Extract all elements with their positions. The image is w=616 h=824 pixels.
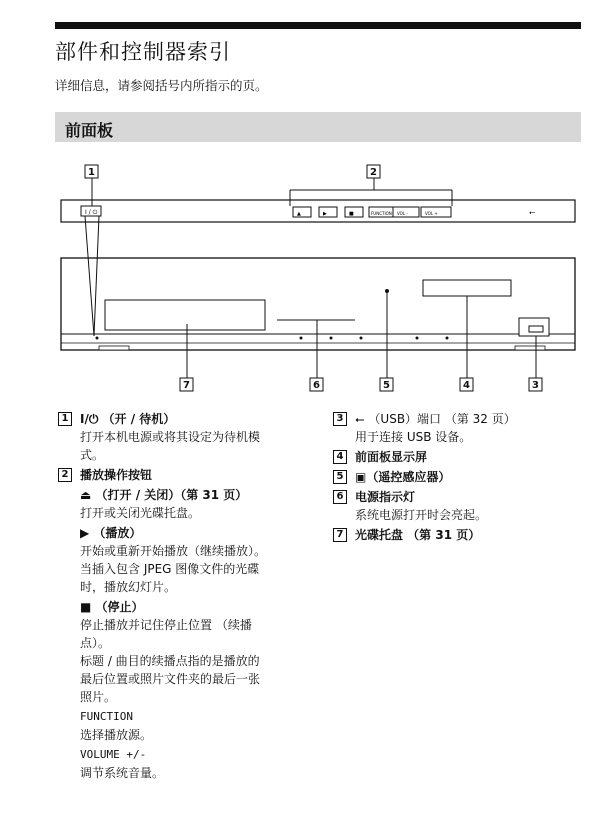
stop-desc: 标题 / 曲目的续播点指的是播放的 <box>80 654 260 668</box>
play-desc: 时，播放幻灯片。 <box>80 580 177 594</box>
item-3 <box>333 410 583 446</box>
item-title: I/⏻ （开 / 待机） <box>80 412 176 426</box>
play-desc: 开始或重新开始播放（继续播放）。 <box>80 544 267 558</box>
callout-2-label: 2 <box>370 167 377 178</box>
eject-title: ⏏ （打开 / 关闭）（第 31 页） <box>80 488 248 502</box>
volume-desc: 调节系统音量。 <box>80 766 165 780</box>
intro-text: 详细信息，请参阅括号内所指示的页。 <box>55 78 268 93</box>
item-number: 5 <box>333 470 347 484</box>
remote-sensor <box>385 289 389 293</box>
function-button-label: FUNCTION <box>371 211 392 216</box>
function-title: FUNCTION <box>80 710 133 723</box>
item-title: 前面板显示屏 <box>355 450 428 464</box>
item-title: 电源指示灯 <box>355 490 416 504</box>
play-desc: 当插入包含 JPEG 图像文件的光碟 <box>80 562 260 576</box>
usb-icon: ⭠ <box>529 208 536 217</box>
right-column <box>333 410 583 546</box>
item-desc: 式。 <box>80 448 105 462</box>
play-button-label: ▶ <box>323 211 327 217</box>
stop-desc: 照片。 <box>80 690 117 704</box>
item-2 <box>58 466 308 782</box>
item-4 <box>333 448 583 466</box>
item-desc: 系统电源打开时会亮起。 <box>355 508 488 522</box>
item-number: 6 <box>333 490 347 504</box>
stop-desc: 最后位置或照片文件夹的最后一张 <box>80 672 261 686</box>
vol-plus-label: VOL + <box>425 211 438 216</box>
front-display <box>423 280 511 296</box>
eject-button <box>293 207 311 217</box>
stop-button-label: ■ <box>349 211 354 217</box>
eject-desc: 打开或关闭光碟托盘。 <box>80 506 201 520</box>
callout-4-label: 4 <box>463 380 470 391</box>
page-title: 部件和控制器索引 <box>55 40 231 64</box>
section-title: 前面板 <box>65 121 114 140</box>
eject-button-label: ▲ <box>297 211 301 217</box>
volume-title: VOLUME +/- <box>80 748 147 761</box>
function-desc: 选择播放源。 <box>80 728 153 742</box>
play-button <box>319 207 337 217</box>
power-button-label: I / ⏻ <box>85 209 98 216</box>
item-number: 7 <box>333 528 347 542</box>
item-desc: 用于连接 USB 设备。 <box>355 430 472 444</box>
stop-title: ■ （停止） <box>80 600 144 614</box>
item-number: 4 <box>333 450 347 464</box>
item-number: 3 <box>333 412 347 426</box>
button-strip <box>61 200 575 222</box>
item-title: ⭠ （USB）端口 （第 32 页） <box>355 412 516 426</box>
item-number: 2 <box>58 468 72 482</box>
usb-port <box>529 326 543 332</box>
item-desc: 打开本机电源或将其设定为待机模 <box>80 430 261 444</box>
play-title: ▶ （播放） <box>80 526 142 540</box>
stop-desc: 点）。 <box>80 636 111 650</box>
item-number: 1 <box>58 412 72 426</box>
item-title: ▣（遥控感应器） <box>355 470 451 484</box>
section-header <box>55 112 581 142</box>
vol-minus-label: VOL - <box>397 211 408 216</box>
callout-5-label: 5 <box>383 380 390 391</box>
header-rule <box>55 22 581 29</box>
stop-desc: 停止播放并记住停止位置 （续播 <box>80 618 252 632</box>
disc-tray <box>105 300 265 330</box>
item-6 <box>333 488 583 524</box>
callout-6-label: 6 <box>313 380 320 391</box>
front-panel-diagram <box>55 158 581 398</box>
stop-button <box>345 207 363 217</box>
item-title: 播放操作按钮 <box>80 468 153 482</box>
callout-1-label: 1 <box>88 167 95 178</box>
item-title: 光碟托盘 （第 31 页） <box>355 528 481 542</box>
callout-7-label: 7 <box>183 380 190 391</box>
item-5 <box>333 468 583 486</box>
item-1 <box>58 410 308 464</box>
left-column <box>58 410 308 784</box>
item-7 <box>333 526 583 544</box>
callout-3-label: 3 <box>532 380 539 391</box>
